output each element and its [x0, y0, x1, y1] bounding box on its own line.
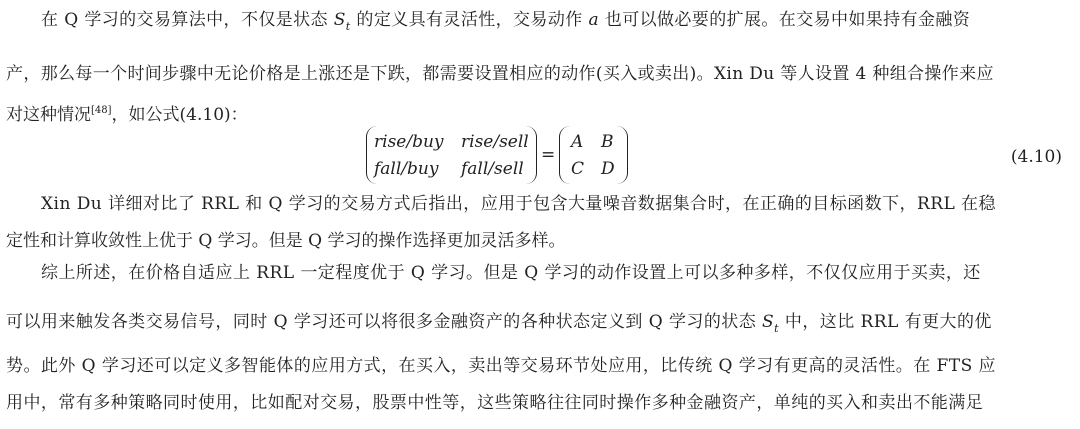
text-run: 的定义具有灵活性，交易动作 — [350, 10, 589, 30]
citation: [48] — [91, 105, 112, 116]
matrix-cell: fall/sell — [461, 159, 524, 179]
matrix-cell: rise/buy — [374, 132, 444, 152]
right-paren — [617, 126, 628, 184]
state-variable: S — [333, 10, 346, 30]
paragraph-line — [0, 100, 1080, 126]
matrix-left — [366, 126, 536, 184]
paragraph-line: 用中，常有多种策略同时使用，比如配对交易，股票中性等，这些策略往往同时操作多种金融资产，单纯的买入和卖出不能满足 — [6, 393, 984, 413]
right-paren — [526, 126, 537, 184]
matrix-cell: fall/buy — [374, 159, 439, 179]
equals-sign: = — [541, 145, 556, 165]
text-run: 可以用来触发各类交易信号，同时 Q 学习还可以将很多金融资产的各种状态定义到 Q 学习的状态 — [6, 312, 763, 332]
text-run: ，如公式(4.10)： — [111, 105, 248, 125]
paragraph-line: 产，那么每一个时间步骤中无论价格是上涨还是下跌，都需要设置相应的动作(买入或卖出)。Xin Du 等人设置 4 种组合操作来应 — [6, 64, 994, 84]
state-subscript: t — [345, 20, 351, 33]
matrix-cell: rise/sell — [461, 132, 529, 152]
equation-number: (4.10) — [1010, 147, 1062, 167]
matrix-cell: A — [571, 132, 584, 152]
matrix-cell: C — [571, 159, 585, 179]
paragraph-line: 综上所述，在价格自适应上 RRL 一定程度优于 Q 学习。但是 Q 学习的动作设置上可以多种多样，不仅仅应用于买卖，还 — [41, 263, 981, 283]
text-run: 也可以做必要的扩展。在交易中如果持有金融资 — [598, 10, 971, 30]
text-run: 对这种情况 — [6, 105, 91, 125]
matrix-right — [559, 126, 629, 184]
paragraph-line — [0, 311, 1080, 340]
paragraph-line: 势。此外 Q 学习还可以定义多智能体的应用方式，在买入，卖出等交易环节处应用，比传统 Q 学习有更高的灵活性。在 FTS 应 — [6, 356, 996, 376]
state-variable: S — [762, 312, 775, 332]
paragraph-line — [0, 9, 1080, 38]
text-run: 中，这比 RRL 有更大的优 — [779, 312, 992, 332]
left-paren — [559, 126, 570, 184]
text-run: 在 Q 学习的交易算法中，不仅是状态 — [41, 10, 334, 30]
action-variable: a — [588, 10, 599, 30]
state-subscript: t — [774, 322, 780, 335]
paragraph-line: Xin Du 详细对比了 RRL 和 Q 学习的交易方式后指出，应用于包含大量噪音数据集合时，在正确的目标函数下，RRL 在稳 — [41, 194, 996, 214]
matrix-cell: D — [601, 159, 615, 179]
matrix-cell: B — [601, 132, 614, 152]
paragraph-line: 定性和计算收敛性上优于 Q 学习。但是 Q 学习的操作选择更加灵活多样。 — [6, 231, 566, 251]
